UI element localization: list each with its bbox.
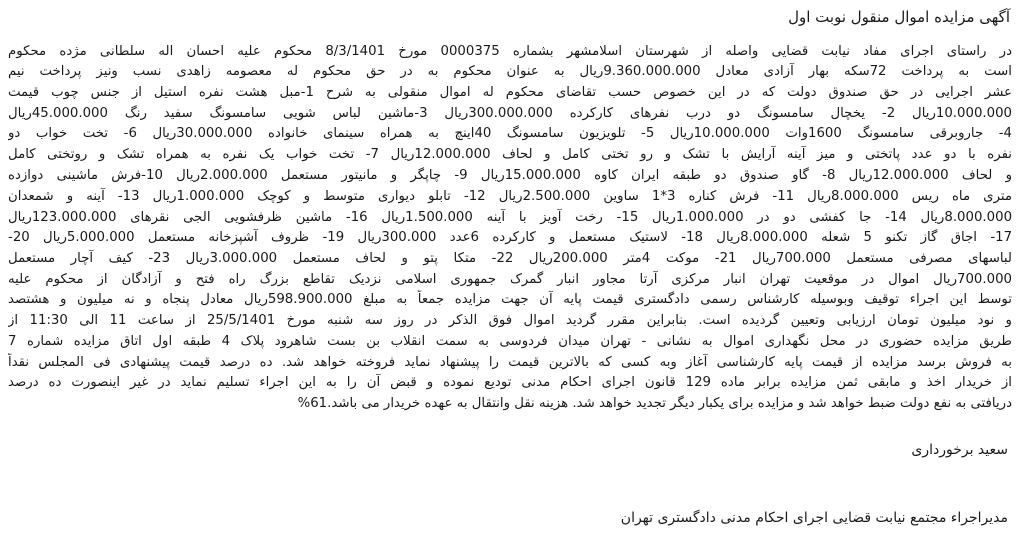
- notice-line: 4- جاروبرقی سامسونگ 1600وات 10.000.000ریال 5- تلویزیون سامسونگ 40اینچ به همراه سینمای خانواده 30.000.000ریال 6- تخت خواب دو: [8, 126, 1012, 141]
- notice-line: و نود میلیون تومان ارزیابی وتعیین گردیده است. بنابراین مقرر گردید اموال فوق الذکر در روز سه شنبه مورخ 25/5/1401 از ساعت 11 الی 11:30 از: [8, 313, 1012, 328]
- notice-title: آگهی مزایده اموال منقول نوبت اول: [788, 8, 1010, 26]
- notice-line: و لحاف 12.000.000ریال 8- گاو صندوق دو طبقه ایران کاوه 15.000.000ریال 9- چاپگر و مانیتور مستعمل 2.000.000ریال 10-فرش ماشینی دوازده: [8, 168, 1012, 183]
- notice-line: به فروش برسد مزایده از قیمت پایه کارشناسی آغاز وبه کسی که بالاترین قیمت را پیشنهاد نماید فروخته خواهد شد. ده درصد قیمت پیشنهادی فی المجلس نقداً: [8, 355, 1012, 370]
- notice-line: از خریدار اخذ و مابقی ثمن مزایده برابر ماده 129 قانون اجرای احکام مدنی تودیع نموده و قبض آن را به این اجراء تسلیم نماید در غیر اینصورت ده درصد: [8, 375, 1012, 390]
- notice-line: 17- اجاق گاز تکنو 5 شعله 8.000.000ریال 18- لاستیک مستعمل و کارکرده 6عدد 300.000ریال 19- ظروف آشپزخانه مستعمل 5.000.000ریال 20-: [8, 230, 1012, 245]
- notice-line: 8.000.000ریال 14- جا کفشی دو در 1.000.000ریال 15- رخت آویز با آینه 1.500.000ریال 16- ماشین ظرفشویی الجی نقرهای 123.000.000ریال: [8, 210, 1012, 225]
- notice-line: متری ماه ریس 8.000.000ریال 11- فرش کناره 3*1 ساوین 2.500.000ریال 12- تابلو دیواری متوسط و کوچک 1.000.000ریال 13- آینه و شمعدان: [8, 189, 1012, 204]
- signer-title: مدیراجراء مجتمع نیابت قضایی اجرای احکام مدنی دادگستری تهران: [620, 510, 1008, 526]
- notice-line: لباسهای مصرفی مستعمل 700.000ریال 21- موکت 4متر 200.000ریال 22- متکا پتو و لحاف مستعمل 3.000.000ریال 23- کیف آچار مستعمل: [8, 251, 1012, 266]
- notice-line: دریافتی به نفع دولت ضبط خواهد شد و مزایده برای یکبار دیگر تجدید خواهد شد. هزینه نقل وانتقال به عهده خریدار می باشد.61%: [297, 396, 1012, 411]
- notice-line: طریق مزایده حضوری در محل نگهداری اموال به نشانی - تهران میدان فردوسی به سمت انقلاب بن بست شاهرود پلاک 4 طبقه اول اتاق مزایده شماره 7: [8, 334, 1012, 349]
- notice-line: 10.000.000ریال 2- یخچال سامسونگ دو درب نفرهای کارکرده 300.000.000ریال 3-ماشین لباس شویی سامسونگ سفید رنگ 45.000.000ریال: [8, 106, 1012, 121]
- notice-line: است به پرداخت 72سکه بهار آزادی معادل 9.360.000.000ریال به عنوان محکوم به در حق محکوم له معصومه زاهدی نسب ونیز پرداخت نیم: [8, 64, 1012, 79]
- notice-line: عشر اجرایی در حق صندوق دولت که در این خصوص حسب تقاضای محکوم له اموال منقولی به شرح 1-مبل هشت نفره استیل از جنس چوب قیمت: [8, 85, 1012, 100]
- notice-line: در راستای اجرای مفاد نیابت قضایی واصله از شهرستان اسلامشهر بشماره 0000375 مورخ 8/3/1401 محکوم علیه احسان اله سلطانی مژده محکوم: [8, 44, 1012, 59]
- signer-name: سعید برخورداری: [911, 442, 1008, 458]
- notice-line: نفره با دو عدد پاتختی و میز آینه آرایش با تشک و رو تختی کامل و لحاف 12.000.000ریال 7- تخت خواب یک نفره به همراه تشک و روتختی کامل: [8, 147, 1012, 162]
- auction-notice: [8, 0, 1016, 539]
- notice-line: 700.000ریال اموال در موقعیت تهران انبار مرکزی آرتا مجاور انبار گمرک جمهوری اسلامی نزدیک تقاطع بزرگ راه فتح و آزادگان از محکوم علیه: [8, 272, 1012, 287]
- notice-line: توسط این اجراء توقیف وبوسیله کارشناس رسمی دادگستری قیمت پایه آن جهت مزایده جمعاً به مبلغ 598.900.000ریال معادل پنجاه و نه میلیون و هشتصد: [8, 292, 1012, 307]
